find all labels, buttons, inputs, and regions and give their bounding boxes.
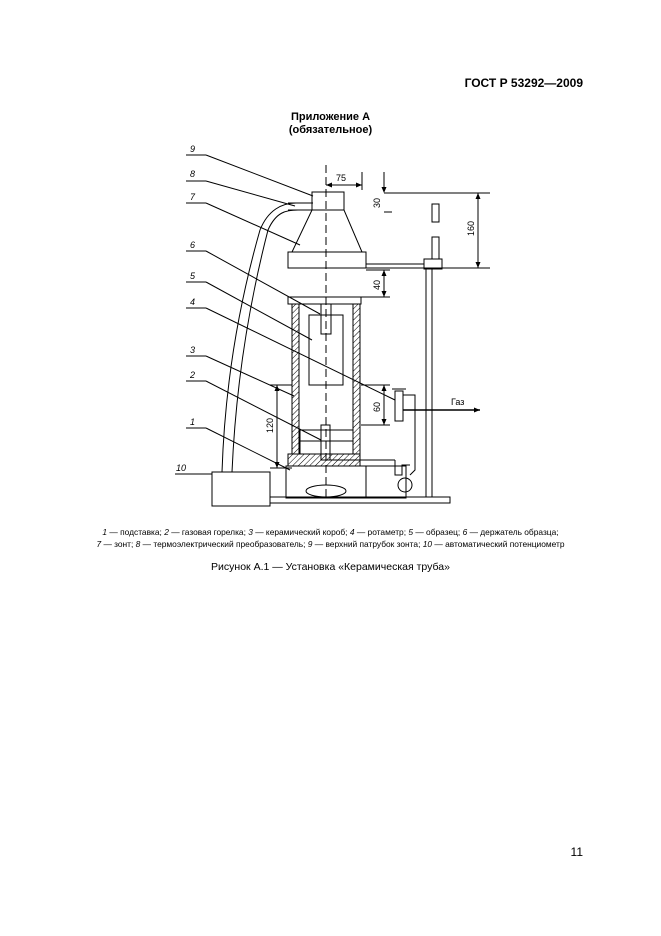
callout-1: 1 [190,417,196,427]
rotameter [395,391,403,421]
holder-rod [321,304,331,334]
callout-6: 6 [190,240,196,250]
callout-8: 8 [190,169,196,179]
box-wall-right [353,304,360,454]
thermocouple-wire-a [222,203,296,472]
legend-line-2: 7 — зонт; 8 — термоэлектрический преобразователь; 9 — верхний патрубок зонта; 10 — автоматический потенциометр [96,539,565,549]
callout-2: 2 [190,370,196,380]
figure-caption: Рисунок А.1 — Установка «Керамическая труба» [211,561,450,573]
dim-60: 60 [372,401,382,412]
hood-cone [292,210,362,252]
gas-label: Газ [451,397,465,407]
page-number: 11 [570,845,583,859]
dim-120: 120 [265,417,275,433]
callout-9: 9 [190,144,196,154]
box-wall-left [292,304,299,454]
auto-potentiometer [212,472,270,506]
dim-30: 30 [372,197,382,208]
dim-75: 75 [336,173,347,183]
gas-pipe [395,460,410,475]
stand-small-a [432,204,439,222]
callout-4: 4 [190,297,196,307]
base-plate [288,454,360,466]
hood-rim [288,252,366,268]
hood-top-pipe [312,192,344,210]
annex-title: Приложение А [290,111,371,123]
callout-10: 10 [176,463,187,473]
dim-160: 160 [466,220,476,236]
holder-plate [288,297,361,304]
annex-status: (обязательное) [288,124,373,136]
stand-small-b [432,237,439,259]
standard-number: ГОСТ Р 53292—2009 [464,76,583,90]
callout-7: 7 [190,192,196,202]
rotameter-valve [398,478,412,492]
base-right-box [366,466,406,498]
callout-5: 5 [190,271,196,281]
callout-3: 3 [190,345,196,355]
legend-line-1: 1 — подставка; 2 — газовая горелка; 3 — керамический короб; 4 — ротаметр; 5 — образец; 6 — держатель образца; [102,527,559,537]
dim-40: 40 [372,279,382,290]
